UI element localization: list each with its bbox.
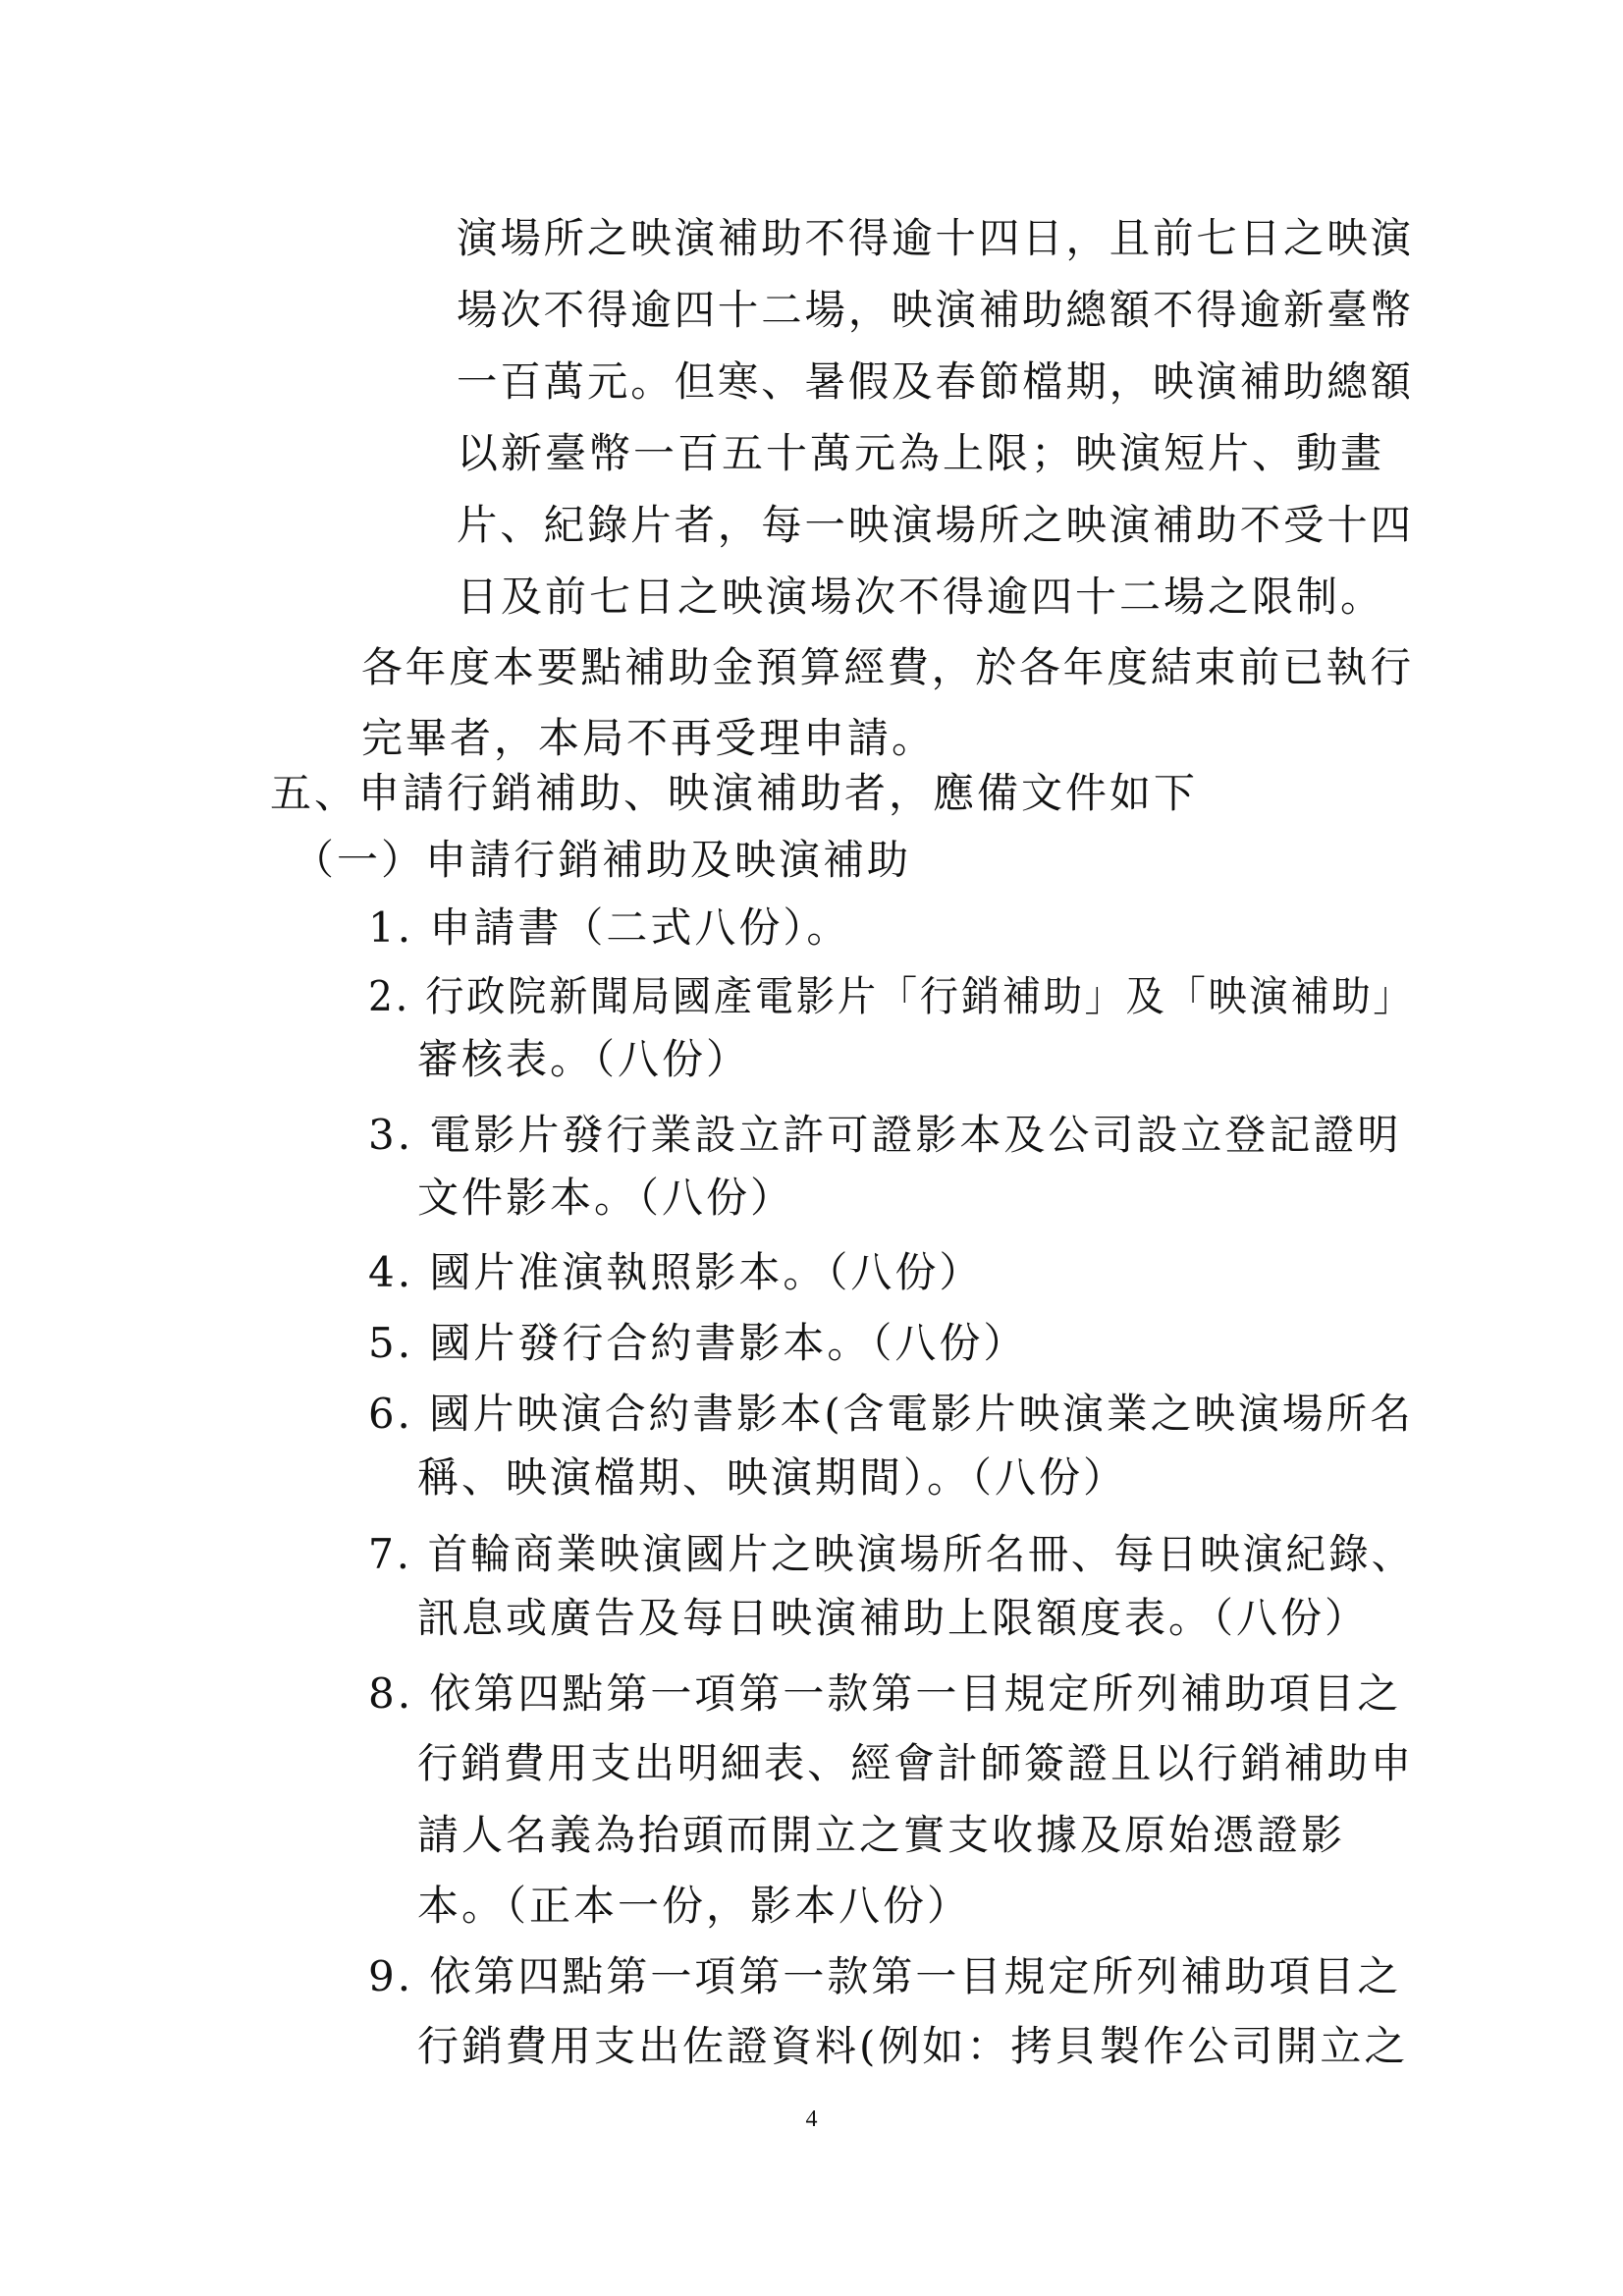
list-item-continuation: 行銷費用支出明細表、經會計師簽證且以行銷補助申 [417,1739,1415,1787]
list-item: 3. 電影片發行業設立許可證影本及公司設立登記證明 [368,1111,1402,1159]
list-item: 4. 國片准演執照影本。（八份） [368,1248,984,1296]
list-item: 2. 行政院新聞局國產電影片「行銷補助」及「映演補助」 [368,972,1415,1020]
list-item: 6. 國片映演合約書影本(含電影片映演業之映演場所名 [368,1390,1414,1438]
body-text-line: 各年度本要點補助金預算經費，於各年度結束前已執行 [361,643,1415,691]
page-number: 4 [805,2106,818,2132]
subsection-heading: （一）申請行銷補助及映演補助 [293,836,912,884]
body-text-line: 場次不得逾四十二場，映演補助總額不得逾新臺幣 [457,286,1415,334]
list-item-continuation: 行銷費用支出佐證資料(例如：拷貝製作公司開立之 [417,2022,1409,2070]
list-item-continuation: 請人名義為抬頭而開立之實支收據及原始憑證影 [417,1811,1346,1859]
section-heading: 五、申請行銷補助、映演補助者，應備文件如下 [270,769,1199,817]
list-item: 8. 依第四點第一項第一款第一目規定所列補助項目之 [368,1669,1402,1718]
list-item: 5. 國片發行合約書影本。（八份） [368,1319,1028,1367]
list-item: 9. 依第四點第一項第一款第一目規定所列補助項目之 [368,1952,1402,2000]
list-item-continuation: 文件影本。（八份） [417,1174,795,1222]
body-text-line: 演場所之映演補助不得逾十四日，且前七日之映演 [457,214,1415,262]
body-text-line: 日及前七日之映演場次不得逾四十二場之限制。 [457,573,1385,621]
list-item-continuation: 本。（正本一份，影本八份） [417,1882,972,1930]
body-text-line: 一百萬元。但寒、暑假及春節檔期，映演補助總額 [457,357,1415,406]
list-item-continuation: 審核表。（八份） [417,1035,751,1083]
list-item-continuation: 訊息或廣告及每日映演補助上限額度表。（八份） [417,1594,1370,1642]
list-item-continuation: 稱、映演檔期、映演期間）。（八份） [417,1453,1128,1502]
body-text-line: 完畢者，本局不再受理申請。 [361,714,937,762]
body-text-line: 片、紀錄片者，每一映演場所之映演補助不受十四 [457,501,1415,549]
list-item: 7. 首輪商業映演國片之映演場所名冊、每日映演紀錄、 [368,1530,1415,1578]
list-item: 1. 申請書（二式八份）。 [368,903,851,952]
body-text-line: 以新臺幣一百五十萬元為上限；映演短片、動畫 [457,429,1385,477]
